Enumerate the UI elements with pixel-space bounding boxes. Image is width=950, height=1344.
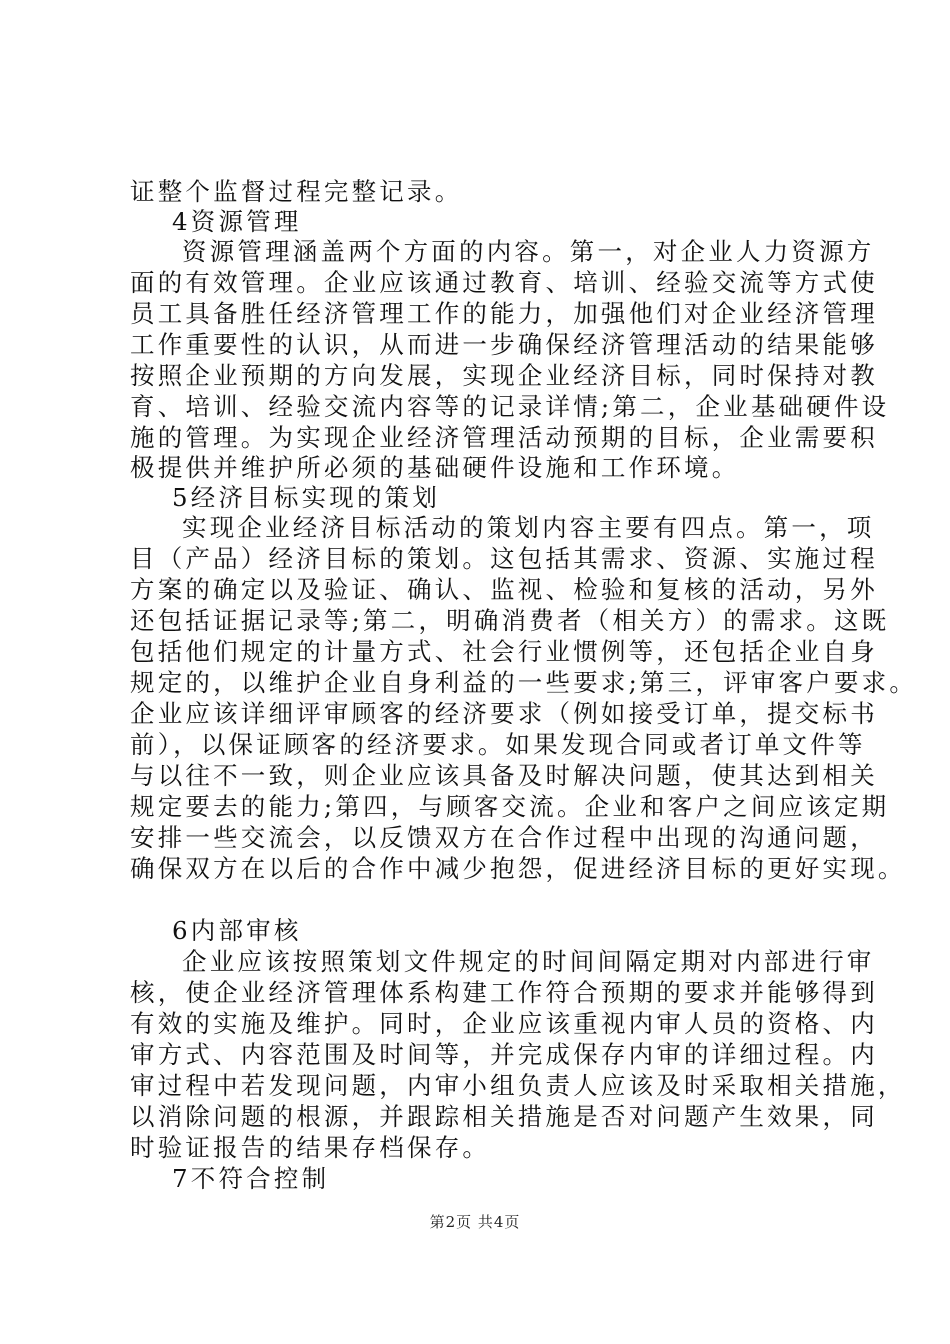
section-heading: 6内部审核 [172,916,302,945]
page-footer: 第2页 共4页 [429,1213,521,1231]
text-line: 面的有效管理。企业应该通过教育、培训、经验交流等方式使 [130,268,878,297]
text-line: 员工具备胜任经济管理工作的能力，加强他们对企业经济管理 [130,299,878,328]
text-line: 时验证报告的结果存档保存。 [130,1133,491,1162]
text-line: 确保双方在以后的合作中减少抱怨，促进经济目标的更好实现。 [130,854,906,883]
text-line: 实现企业经济目标活动的策划内容主要有四点。第一，项 [182,513,875,542]
text-line: 极提供并维护所必须的基础硬件设施和工作环境。 [130,453,740,482]
text-line: 企业应该详细评审顾客的经济要求（例如接受订单，提交标书 [130,699,878,728]
text-line: 规定要去的能力;第四，与顾客交流。企业和客户之间应该定期 [130,792,890,821]
text-line: 目（产品）经济目标的策划。这包括其需求、资源、实施过程 [130,544,878,573]
section-heading: 7不符合控制 [172,1164,330,1193]
text-line: 工作重要性的认识，从而进一步确保经济管理活动的结果能够 [130,330,878,359]
text-line: 审方式、内容范围及时间等，并完成保存内审的详细过程。内 [130,1040,878,1069]
text-line: 证整个监督过程完整记录。 [130,177,463,206]
text-line: 施的管理。为实现企业经济管理活动预期的目标，企业需要积 [130,423,878,452]
text-line: 方案的确定以及验证、确认、监视、检验和复核的活动，另外 [130,575,878,604]
text-line: 还包括证据记录等;第二，明确消费者（相关方）的需求。这既 [130,606,890,635]
text-line: 按照企业预期的方向发展，实现企业经济目标，同时保持对教 [130,361,878,390]
text-line: 企业应该按照策划文件规定的时间间隔定期对内部进行审 [182,947,875,976]
text-line: 审过程中若发现问题，内审小组负责人应该及时采取相关措施， [130,1071,906,1100]
text-line: 育、培训、经验交流内容等的记录详情;第二，企业基础硬件设 [130,392,890,421]
text-line: 以消除问题的根源，并跟踪相关措施是否对问题产生效果，同 [130,1102,878,1131]
section-heading: 5经济目标实现的策划 [172,483,441,512]
text-line: 有效的实施及维护。同时，企业应该重视内审人员的资格、内 [130,1009,878,1038]
text-line: 与以往不一致，则企业应该具备及时解决问题，使其达到相关 [130,761,878,790]
section-heading: 4资源管理 [172,207,302,236]
text-line: 安排一些交流会，以反馈双方在合作过程中出现的沟通问题， [130,823,878,852]
text-line: 前），以保证顾客的经济要求。如果发现合同或者订单文件等 [130,730,866,759]
text-line: 资源管理涵盖两个方面的内容。第一，对企业人力资源方 [182,237,875,266]
text-line: 核，使企业经济管理体系构建工作符合预期的要求并能够得到 [130,978,878,1007]
text-line: 规定的，以维护企业自身利益的一些要求;第三，评审客户要求。 [130,668,918,697]
text-line: 包括他们规定的计量方式、社会行业惯例等，还包括企业自身 [130,637,878,666]
